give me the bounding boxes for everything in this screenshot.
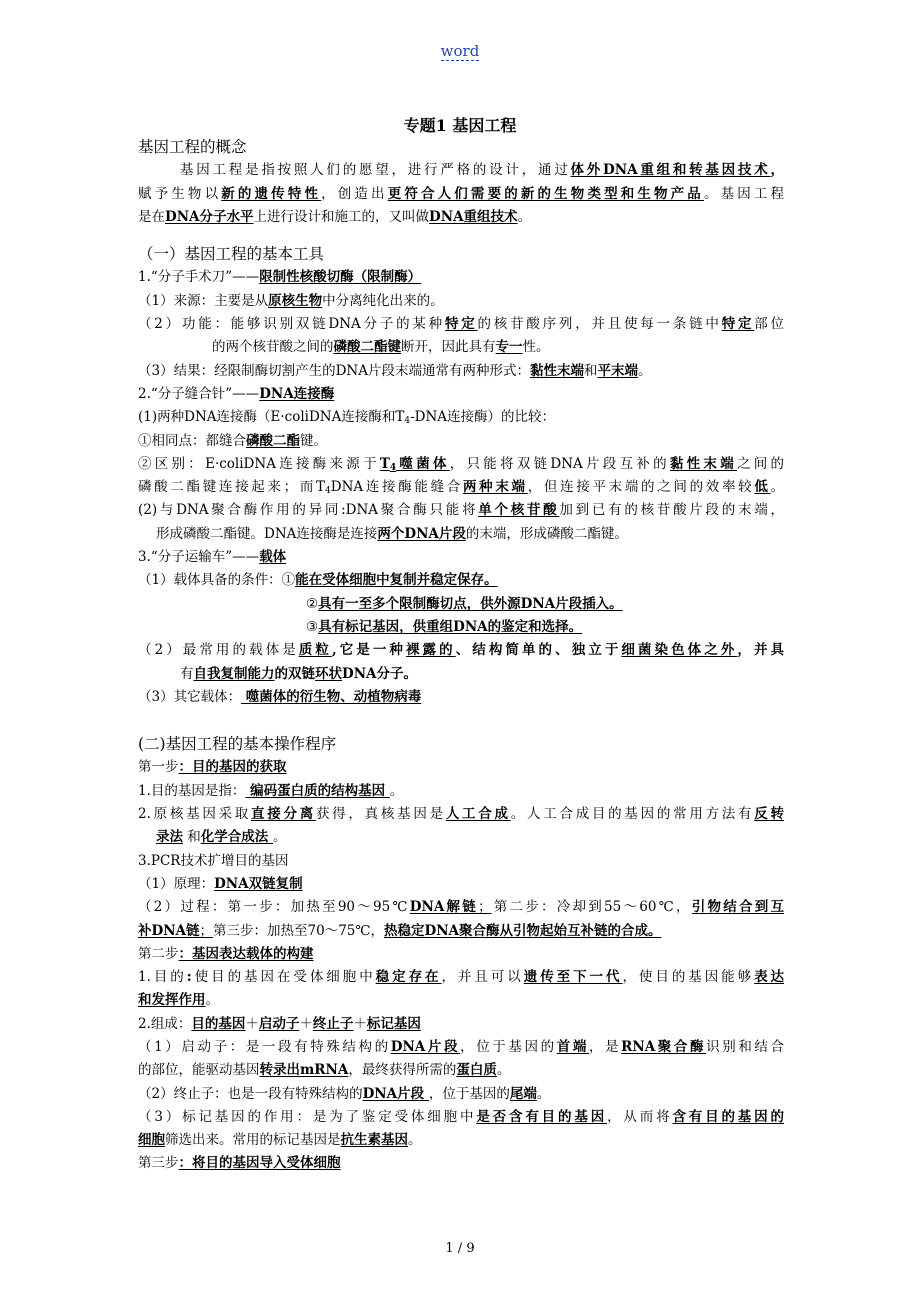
spacer <box>138 709 784 733</box>
key-term: 蛋白质 <box>456 1062 497 1079</box>
key-term: ， <box>770 162 784 179</box>
text-line <box>138 1013 784 1036</box>
key-term: 具有标记基因，供重组DNA的鉴定和选择。 <box>318 618 583 635</box>
text-run: 。 <box>637 362 652 379</box>
key-term: 自我复制能力 <box>193 665 275 682</box>
key-term: 直接分离 <box>251 806 316 823</box>
text-line <box>138 663 784 686</box>
key-term: DNA分子。 <box>342 665 418 682</box>
text-run: 2.组成： <box>138 1015 192 1032</box>
key-term: 原核生物 <box>268 292 323 309</box>
text-run: 的核苷酸序列，并且使每一条链中 <box>477 316 722 333</box>
key-term: 磷酸二酯 <box>246 432 300 449</box>
text-run: ，是 <box>588 1038 622 1055</box>
text-run: ③ <box>306 618 319 635</box>
text-line <box>138 639 784 662</box>
key-term: ,它是一种 <box>331 642 406 659</box>
text-run: ； <box>478 899 492 916</box>
key-term: DNA连接酶 <box>259 385 335 402</box>
text-line <box>138 546 784 569</box>
text-line <box>138 1083 784 1106</box>
text-run: 。 <box>273 829 287 846</box>
text-run: 和 <box>183 829 201 846</box>
text-run: 键。 <box>300 432 327 449</box>
text-line <box>138 593 784 616</box>
key-term: 转录出mRNA <box>259 1062 349 1079</box>
text-run: 。 <box>496 1062 511 1079</box>
key-term: 磷酸二酯键 <box>333 339 401 356</box>
text-line <box>138 430 784 453</box>
text-run: 磷酸二酯键连接起来；而T <box>138 479 326 496</box>
text-line <box>138 850 784 873</box>
text-run: 4 <box>404 416 411 427</box>
text-run: 之间的 <box>736 455 784 472</box>
text-run: 。 <box>770 479 784 496</box>
text-run: ，创造出 <box>321 185 388 202</box>
text-line <box>138 159 784 182</box>
key-term: 质粒 <box>298 642 332 659</box>
text-run: （1）原理： <box>138 875 215 892</box>
text-run: ＋ <box>299 1015 313 1032</box>
key-term: 、结构简单的、独立于 <box>455 642 622 659</box>
text-run: ，只能将双链DNA片段互补的 <box>449 455 670 472</box>
text-line <box>138 183 784 206</box>
key-term: 启动子 <box>258 1015 300 1032</box>
text-run: （2）终止子：也是一段有特殊结构的 <box>138 1085 363 1102</box>
text-line <box>138 336 784 359</box>
key-term: 环状 <box>315 665 342 682</box>
text-run: 1.目的基因是指： <box>138 782 246 799</box>
key-term: 反转 <box>754 806 784 823</box>
key-term: 体外DNA重组和转基因技术 <box>570 162 771 179</box>
key-term: 热稳定DNA聚合酶从引物起始互补链的合成。 <box>384 922 662 939</box>
text-line <box>138 733 784 756</box>
key-term: 人工合成 <box>445 806 511 823</box>
text-run: ＋ <box>353 1015 367 1032</box>
key-term: 黏性末端 <box>669 455 737 472</box>
text-run: 部位 <box>754 316 784 333</box>
text-run: 。人工合成目的基因的常用方法有 <box>510 806 755 823</box>
text-run: ②区别：E·coliDNA连接酶来源于 <box>138 455 380 472</box>
text-line <box>138 383 784 406</box>
key-term: 能在受体细胞中复制并稳定保存。 <box>295 572 498 589</box>
key-term: 单个核苷酸 <box>478 502 560 519</box>
text-run: 有 <box>180 665 194 682</box>
key-term: 目的基因 <box>191 1015 246 1032</box>
key-term: RNA聚合酶 <box>621 1038 707 1055</box>
key-term: 新的遗传特性 <box>221 185 322 202</box>
key-term: DNA分子水平 <box>165 208 254 225</box>
key-term: 尾端 <box>509 1085 537 1102</box>
key-term: DNA片段 <box>362 1085 429 1102</box>
text-run: ，从而将 <box>607 1108 673 1125</box>
text-run: 第一步 <box>138 759 179 776</box>
key-term: 专一 <box>495 339 523 356</box>
text-run: 筛选出来。常用的标记基因是 <box>165 1132 341 1149</box>
key-term: 平末端 <box>597 362 638 379</box>
key-term: 和发挥作用 <box>138 992 206 1009</box>
text-run: DNA连接酶能缝合 <box>330 479 463 496</box>
text-run: 中分离纯化出来的。 <box>322 292 444 309</box>
key-term: 终止子 <box>312 1015 354 1032</box>
text-line <box>138 873 784 896</box>
text-line <box>138 1129 784 1152</box>
key-term: 特定 <box>721 316 755 333</box>
text-run: (1)两种DNA连接酶（E·coliDNA连接酶和T <box>138 409 405 426</box>
key-term: 抗生素基因 <box>340 1132 408 1149</box>
text-run: （1）来源：主要是从 <box>138 292 269 309</box>
text-line <box>138 756 784 779</box>
text-run: 第三步：加热至70～75℃， <box>213 922 384 939</box>
key-term: 稳定存在 <box>375 969 442 986</box>
text-run: 1.“分子手术刀”—— <box>138 269 260 286</box>
text-run: -DNA连接酶）的比较： <box>410 409 556 426</box>
key-term: 低 <box>754 479 771 496</box>
text-run: 基因工程的概念 <box>138 138 247 156</box>
text-run: （1）启动子：是一段有特殊结构的 <box>138 1038 391 1055</box>
text-run: (2)与DNA聚合酶作用的异同:DNA聚合酶只能将 <box>138 502 479 519</box>
text-run: （3）标记基因的作用：是为了鉴定受体细胞中 <box>138 1108 477 1125</box>
text-run: 性。 <box>522 339 550 356</box>
text-run: 3.PCR技术扩增目的基因 <box>138 852 289 869</box>
text-run: 4 <box>325 486 331 497</box>
text-line <box>138 360 784 383</box>
text-run: ，并且可以 <box>441 969 524 986</box>
key-term: 4 <box>389 462 397 473</box>
text-run: 使目的基因在受体细胞中 <box>191 969 376 986</box>
text-line <box>138 523 784 546</box>
key-term: 录法 <box>156 829 183 846</box>
text-run: （3）其它载体： <box>138 688 242 705</box>
key-term: 是否含有目的基因 <box>476 1108 608 1125</box>
text-line <box>138 266 784 289</box>
text-line <box>138 989 784 1012</box>
key-term: 特定 <box>444 316 478 333</box>
key-term: 标记基因 <box>366 1015 421 1032</box>
text-run: ，位于基因的 <box>460 1038 557 1055</box>
text-line <box>138 569 784 592</box>
text-line <box>138 1059 784 1082</box>
key-term: DNA片段 <box>390 1038 461 1055</box>
spacer <box>138 229 784 243</box>
text-run: 加到已有的核苷酸片段的末端， <box>559 502 784 519</box>
text-line <box>138 243 784 266</box>
text-line <box>138 943 784 966</box>
text-run: （一）基因工程的基本工具 <box>138 245 325 264</box>
text-run: 第二步 <box>138 945 179 962</box>
text-line <box>138 896 784 919</box>
text-run: 。基因工程 <box>703 185 784 202</box>
text-line <box>138 920 784 943</box>
key-term: 首端 <box>556 1038 589 1055</box>
text-line <box>138 453 784 476</box>
text-line <box>138 616 784 639</box>
key-term: 黏性末端 <box>529 362 584 379</box>
text-line <box>138 1152 784 1175</box>
key-term: 噬菌体 <box>396 455 450 472</box>
text-run: 第三步 <box>138 1155 179 1172</box>
text-line <box>138 1036 784 1059</box>
text-run: 。 <box>205 992 219 1009</box>
text-line <box>138 686 784 709</box>
key-term: 遗传至下一代 <box>523 969 623 986</box>
text-run: 是在 <box>138 208 165 225</box>
key-term: DNA双链复制 <box>214 875 303 892</box>
key-term: 更符合人们需要的新的生物类型和生物产品 <box>387 185 704 202</box>
text-run: ，但连接平末端的之间的效率较 <box>527 479 755 496</box>
key-term: DNA解链 <box>409 899 479 916</box>
text-run: 识别和结合 <box>706 1038 784 1055</box>
text-line <box>138 1106 784 1129</box>
text-run: 。 <box>517 208 532 225</box>
page-header[interactable] <box>0 42 920 60</box>
text-line <box>138 476 784 499</box>
text-run: 。 <box>536 1085 551 1102</box>
text-line <box>138 206 784 229</box>
text-run: ，位于基因的 <box>428 1085 510 1102</box>
text-run: （2）过程：第一步：加热至90～95℃ <box>138 899 410 916</box>
text-line <box>138 499 784 522</box>
text-run: 的两个核苷酸之间的 <box>212 339 334 356</box>
text-line <box>138 290 784 313</box>
text-run: （2）最常用的载体是 <box>138 642 299 659</box>
text-run: 。 <box>389 782 404 799</box>
text-run: 的部位，能驱动基因 <box>138 1062 260 1079</box>
text-run: 的末端，形成磷酸二酯键。 <box>465 525 628 542</box>
text-run: ，最终获得所需的 <box>348 1062 457 1079</box>
text-line <box>138 803 784 826</box>
text-run: ，使目的基因能够 <box>622 969 755 986</box>
text-run: 赋予生物以 <box>138 185 222 202</box>
text-run: ； <box>199 922 214 939</box>
key-term: 的双链 <box>274 665 315 682</box>
key-term: : <box>186 969 192 986</box>
text-run: 断开，因此具有 <box>401 339 496 356</box>
key-term: ：基因表达载体的构建 <box>178 945 314 962</box>
text-run: (二)基因工程的基本操作程序 <box>138 735 337 754</box>
key-term: 限制性核酸切酶（限制酶） <box>259 269 422 286</box>
text-line <box>138 406 784 429</box>
page-number: 1 / 9 <box>445 1241 475 1256</box>
text-line <box>138 780 784 803</box>
key-term: 细胞 <box>138 1132 165 1149</box>
key-term: 补DNA链 <box>138 922 200 939</box>
text-run: （2）功能：能够识别双链DNA分子的某种 <box>138 316 445 333</box>
text-run: 第二步：冷却到55～60℃， <box>491 899 692 916</box>
text-run: 1.目的 <box>138 969 187 986</box>
text-run: 基因工程是指按照人们的愿望，进行严格的设计，通过 <box>180 162 571 179</box>
text-run: （1）载体具备的条件：① <box>138 572 296 589</box>
header-link[interactable]: word <box>440 42 480 60</box>
key-term: T <box>379 455 390 472</box>
key-term: DNA重组技术 <box>429 208 518 225</box>
key-term: 引物结合到互 <box>691 899 784 916</box>
document-title: 专题1 基因工程 <box>403 116 517 135</box>
text-run: 获得，真核基因是 <box>315 806 446 823</box>
key-term: 编码蛋白质的结构基因 <box>245 782 390 799</box>
text-run: 2.原核基因采取 <box>138 806 252 823</box>
text-run: 和 <box>583 362 598 379</box>
text-line <box>138 826 784 849</box>
key-term: 两个DNA片段 <box>377 525 466 542</box>
key-term: 噬菌体的衍生物、动植物病毒 <box>241 688 422 705</box>
text-line <box>138 136 784 159</box>
document-body <box>138 136 784 1176</box>
key-term: 载体 <box>259 549 287 566</box>
text-run: （3）结果：经限制酶切割产生的DNA片段末端通常有两种形式： <box>138 362 530 379</box>
key-term: 两种末端 <box>462 479 528 496</box>
key-term: ，并具 <box>737 642 784 659</box>
key-term: 化学合成法 <box>200 829 273 846</box>
key-term: 含有目的基因的 <box>672 1108 784 1125</box>
text-run: 形成磷酸二酯键。DNA连接酶是连接 <box>156 525 378 542</box>
text-line <box>138 966 784 989</box>
text-run: ② <box>306 595 319 612</box>
text-line <box>138 313 784 336</box>
key-term: 细菌染色体之外 <box>621 642 738 659</box>
key-term: ：将目的基因导入受体细胞 <box>178 1155 341 1172</box>
key-term: 具有一至多个限制酶切点，供外源DNA片段插入。 <box>318 595 623 612</box>
key-term: 裸露的 <box>405 642 456 659</box>
text-run: 2.“分子缝合针”—— <box>138 385 260 402</box>
key-term: 表达 <box>754 969 784 986</box>
text-run: 3.“分子运输车”—— <box>138 549 260 566</box>
key-term: ：目的基因的获取 <box>178 759 287 776</box>
text-run: ①相同点：都缝合 <box>138 432 246 449</box>
text-run: 上进行设计和施工的，又叫做 <box>253 208 430 225</box>
text-run: ＋ <box>245 1015 259 1032</box>
text-run: 。 <box>408 1132 422 1149</box>
